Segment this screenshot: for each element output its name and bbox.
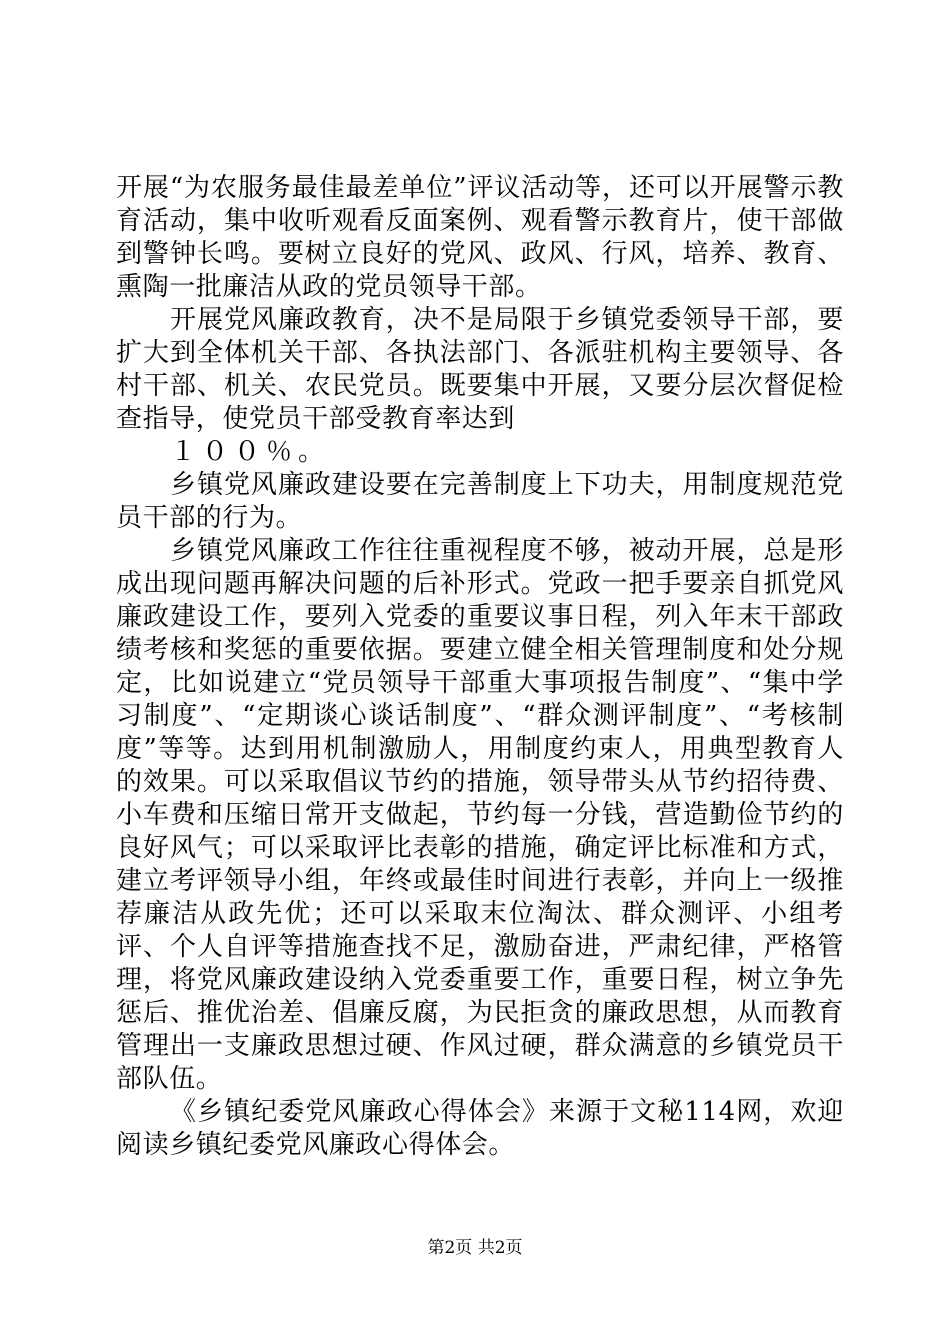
paragraph-2: 开展党风廉政教育，决不是局限于乡镇党委领导干部，要扩大到全体机关干部、各执法部门、各派驻机构主要领导、各村干部、机关、农民党员。既要集中开展，又要分层次督促检查指导，使党员干部受教育率达到	[116, 305, 844, 434]
paragraph-4: 乡镇党风廉政建设要在完善制度上下功夫，用制度规范党员干部的行为。	[116, 470, 844, 533]
paragraph-1: 开展“为农服务最佳最差单位”评议活动等，还可以开展警示教育活动，集中收听观看反面案例、观看警示教育片，使干部做到警钟长鸣。要树立良好的党风、政风、行风，培养、教育、熏陶一批廉洁从政的党员领导干部。	[116, 173, 844, 302]
page-footer	[0, 1238, 950, 1258]
page-number-label: 第2页 共2页	[427, 1238, 523, 1258]
paragraph-3: １００％。	[170, 437, 331, 467]
document-body	[116, 172, 844, 1162]
paragraph-5: 乡镇党风廉政工作往往重视程度不够，被动开展，总是形成出现问题再解决问题的后补形式。党政一把手要亲自抓党风廉政建设工作，要列入党委的重要议事日程，列入年末干部政绩考核和奖惩的重要依据。要建立健全相关管理制度和处分规定，比如说建立“党员领导干部重大事项报告制度”、“集中学习制度”、“定期谈心谈话制度”、“群众测评制度”、“考核制度”等等。达到用机制激励人，用制度约束人，用典型教育人的效果。可以采取倡议节约的措施，领导带头从节约招待费、小车费和压缩日常开支做起，节约每一分钱，营造勤俭节约的良好风气；可以采取评比表彰的措施，确定评比标准和方式，建立考评领导小组，年终或最佳时间进行表彰，并向上一级推荐廉洁从政先优；还可以采取末位淘汰、群众测评、小组考评、个人自评等措施查找不足，激励奋进，严肃纪律，严格管理，将党风廉政建设纳入党委重要工作，重要日程，树立争先惩后、推优治差、倡廉反腐，为民拒贪的廉政思想，从而教育管理出一支廉政思想过硬、作风过硬，群众满意的乡镇党员干部队伍。	[116, 536, 844, 1094]
paragraph-6: 《乡镇纪委党风廉政心得体会》来源于文秘114网，欢迎阅读乡镇纪委党风廉政心得体会。	[116, 1097, 844, 1160]
